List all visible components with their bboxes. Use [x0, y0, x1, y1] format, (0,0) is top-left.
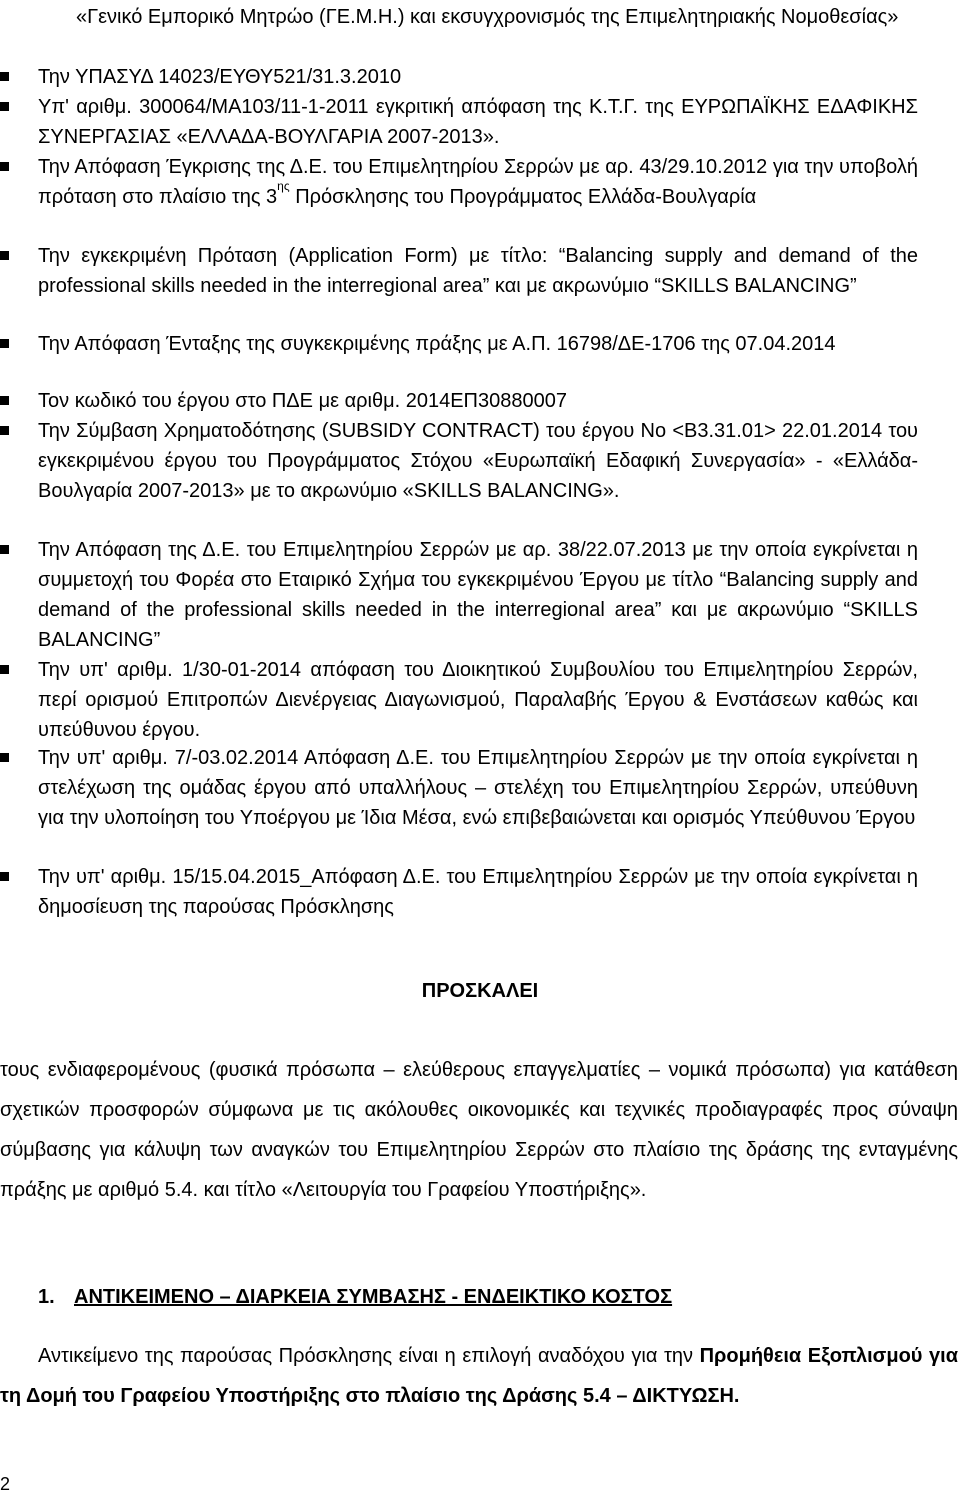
list-item-text: Την ΥΠΑΣΥΔ 14023/ΕΥΘΥ521/31.3.2010 — [38, 66, 402, 88]
bullet-square-icon — [0, 396, 9, 405]
bullet-square-icon — [0, 665, 9, 674]
section-title: ΑΝΤΙΚΕΙΜΕΝΟ – ΔΙΑΡΚΕΙΑ ΣΥΜΒΑΣΗΣ - ΕΝΔΕΙΚΤΙΚΟ ΚΟΣΤΟΣ — [74, 1286, 673, 1308]
invite-paragraph: τους ενδιαφερομένους (φυσικά πρόσωπα – ελεύθερους επαγγελματίες – νομικά πρόσωπα) για κατάθεση σχετικών προσφορών σύμφωνα με τις ακόλουθες οικονομικές και τεχνικές προδιαγραφές προς σύναψη σύμβασης για κάλυψη των αναγκών του Επιμελητηρίου Σερρών στο πλαίσιο της δράσης της ενταγμένης πράξης με αριθμό 5.4. και τίτλο «Λειτουργία του Γραφείου Υποστήριξης». — [0, 1059, 958, 1201]
page-number: 2 — [0, 1474, 11, 1494]
list-item-text: Την υπ' αριθμ. 1/30-01-2014 απόφαση του Διοικητικού Συμβουλίου του Επιμελητηρίου Σερρών, περί ορισμού Επιτροπών Διενέργειας Διαγωνισμού, Παραλαβής Έργου & Ενστάσεων καθώς και υπεύθυνου έργου. — [38, 659, 918, 741]
list-item-text-tail: Πρόσκλησης του Προγράμματος Ελλάδα-Βουλγαρία — [289, 186, 757, 208]
bullet-square-icon — [0, 753, 9, 762]
list-item — [38, 62, 918, 92]
bullet-square-icon — [0, 339, 9, 348]
list-item-text: Την Σύμβαση Χρηματοδότησης (SUBSIDY CONTRACT) του έργου Νο <Β3.31.01> 22.01.2014 του εγκεκριμένου έργου του Προγράμματος Στόχου «Ευρωπαϊκή Εδαφική Συνεργασία» - «Ελλάδα-Βουλγαρία 2007-2013» με το ακρωνύμιο «SKILLS BALANCING». — [38, 420, 918, 502]
list-item — [38, 862, 918, 922]
section-heading — [38, 1286, 672, 1309]
section-number: 1. — [38, 1286, 55, 1308]
bullet-square-icon — [0, 872, 9, 881]
bullet-square-icon — [0, 72, 9, 81]
list-item — [38, 743, 918, 833]
bullet-square-icon — [0, 251, 9, 260]
bullet-square-icon — [0, 426, 9, 435]
list-item-text: Υπ' αριθμ. 300064/ΜΑ103/11-1-2011 εγκριτική απόφαση της Κ.Τ.Γ. της ΕΥΡΩΠΑΪΚΗΣ ΕΔΑΦΙΚΗΣ ΣΥΝΕΡΓΑΣΙΑΣ «ΕΛΛΑΔΑ-ΒΟΥΛΓΑΡΙΑ 2007-2013». — [38, 96, 918, 148]
bullet-square-icon — [0, 545, 9, 554]
list-item-text: Την Απόφαση Ένταξης της συγκεκριμένης πράξης με Α.Π. 16798/ΔΕ-1706 της 07.04.2014 — [38, 333, 836, 355]
bullet-square-icon — [0, 162, 9, 171]
list-item — [38, 416, 918, 506]
list-item — [38, 241, 918, 301]
object-paragraph-bold: Προμήθεια Εξοπλισμού για τη Δομή του Γραφείου Υποστήριξης στο πλαίσιο της Δράσης 5.4 – ΔΙΚΤΥΩΣΗ. — [0, 1345, 958, 1407]
list-item-text: Την υπ' αριθμ. 15/15.04.2015_Απόφαση Δ.Ε. του Επιμελητηρίου Σερρών με την οποία εγκρίνεται η δημοσίευση της παρούσας Πρόσκλησης — [38, 866, 918, 918]
list-item-text: Την εγκεκριμένη Πρόταση (Application Form) με τίτλο: “Balancing supply and demand of the professional skills needed in the interregional area” και με ακρωνύμιο “SKILLS BALANCING” — [38, 245, 918, 297]
list-item — [38, 92, 918, 152]
list-item — [38, 329, 918, 359]
list-item — [38, 535, 918, 655]
object-paragraph — [0, 1336, 958, 1416]
list-item-text: Την υπ' αριθμ. 7/-03.02.2014 Απόφαση Δ.Ε. του Επιμελητηρίου Σερρών με την οποία εγκρίνεται η στελέχωση της ομάδας έργου από υπαλλήλους – στελέχη του Επιμελητηρίου Σερρών, υπεύθυνη για την υλοποίηση του Υποέργου με Ίδια Μέσα, ενώ επιβεβαιώνεται και ορισμός Υπεύθυνου Έργου — [38, 747, 918, 829]
list-item — [38, 152, 918, 212]
ordinal-suffix: ης — [277, 179, 290, 193]
list-item — [38, 655, 918, 745]
list-item-text: Την Απόφαση της Δ.Ε. του Επιμελητηρίου Σερρών με αρ. 38/22.07.2013 με την οποία εγκρίνεται η συμμετοχή του Φορέα στο Εταιρικό Σχήμα του εγκεκριμένου Έργου με τίτλο “Balancing supply and demand of the professional skills needed in the interregional area” και με ακρωνύμιο “SKILLS BALANCING” — [38, 539, 918, 651]
list-item — [38, 386, 918, 416]
list-item-text: Τον κωδικό του έργου στο ΠΔΕ με αριθμ. 2014ΕΠ30880007 — [38, 390, 567, 412]
object-paragraph-text: Αντικείμενο της παρούσας Πρόσκλησης είναι η επιλογή αναδόχου για την — [38, 1345, 700, 1367]
intro-continuation: «Γενικό Εμπορικό Μητρώο (ΓΕ.Μ.Η.) και εκσυγχρονισμός της Επιμελητηριακής Νομοθεσίας» — [76, 6, 899, 28]
list-item-text: Την Απόφαση Έγκρισης της Δ.Ε. του Επιμελητηρίου Σερρών με αρ. 43/29.10.2012 για την υποβολή πρόταση στο πλαίσιο της 3 — [38, 156, 918, 208]
bullet-square-icon — [0, 102, 9, 111]
invite-heading: ΠΡΟΣΚΑΛΕΙ — [421, 980, 539, 1002]
